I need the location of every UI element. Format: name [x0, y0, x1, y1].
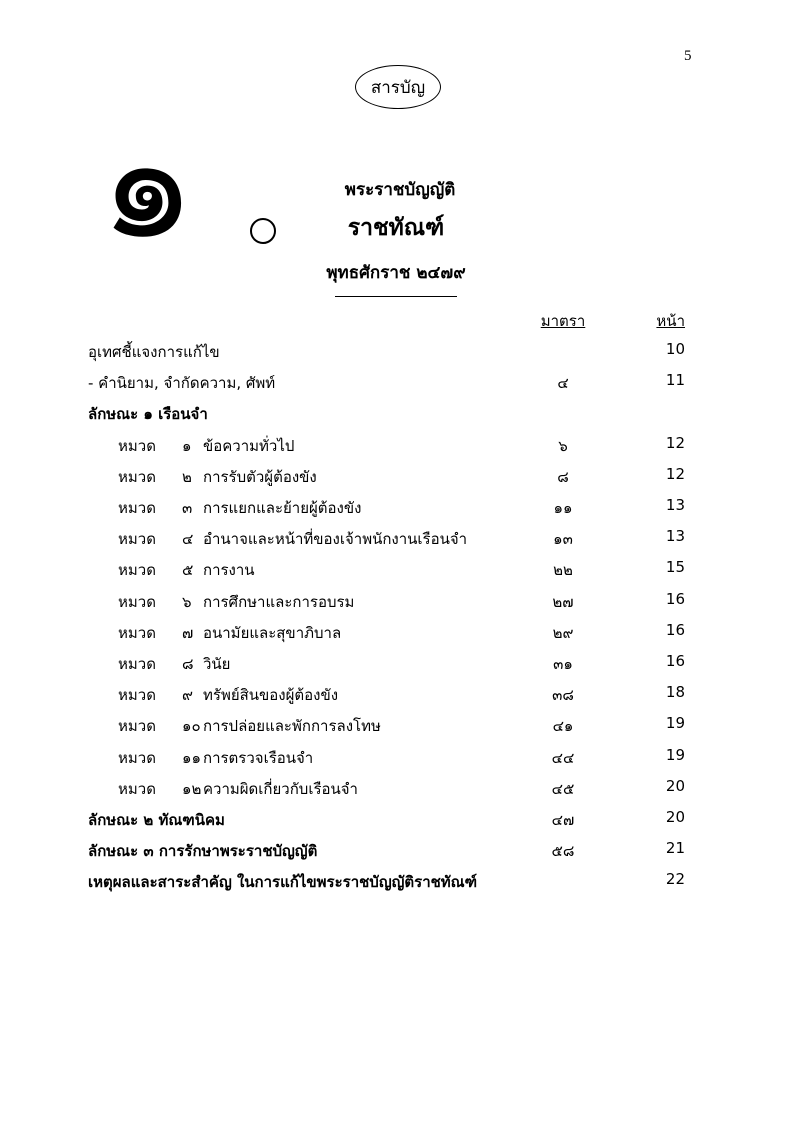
- toc-entry-section: ๔๑: [552, 717, 574, 736]
- toc-entry-section: ๓๑: [553, 655, 573, 673]
- toc-entry-section: ๔๗: [551, 811, 575, 829]
- toc-entry-section: ๖: [558, 436, 568, 455]
- toc-entry-page: 20: [665, 776, 685, 795]
- toc-entry-page: 12: [665, 433, 685, 452]
- column-header-section: มาตรา: [540, 312, 586, 330]
- toc-entry-section: ๑๓: [553, 530, 573, 549]
- toc-entry-section: ๕๘: [551, 842, 575, 861]
- chapter-title: การแยกและย้ายผู้ต้องขัง: [203, 499, 362, 517]
- toc-row: [0, 402, 794, 426]
- chapter-title: การศึกษาและการอบรม: [203, 592, 355, 611]
- chapter-title: การตรวจเรือนจำ: [203, 748, 314, 767]
- toc-row: [0, 683, 794, 707]
- toc-row: [0, 496, 794, 520]
- toc-entry-title: - คำนิยาม, จำกัดความ, ศัพท์: [88, 374, 276, 393]
- toc-entry-page: 13: [665, 527, 685, 546]
- toc-row: [0, 434, 794, 458]
- toc-entry-section: ๒๗: [552, 592, 574, 611]
- act-year: พุทธศักราช ๒๔๗๙: [326, 263, 466, 283]
- toc-entry-page: 16: [665, 652, 685, 670]
- chapter-number: ๑: [182, 436, 192, 455]
- toc-entry-page: 22: [665, 870, 685, 889]
- chapter-label: หมวด: [118, 467, 156, 486]
- toc-entry-page: 18: [665, 683, 685, 702]
- chapter-label: หมวด: [118, 623, 156, 642]
- chapter-label: หมวด: [118, 717, 156, 736]
- toc-entry-page: 10: [665, 340, 685, 358]
- toc-row: [0, 870, 794, 894]
- toc-row: [0, 652, 794, 676]
- toc-entry-title: ลักษณะ ๓ การรักษาพระราชบัญญัติ: [88, 842, 318, 861]
- chapter-label: หมวด: [118, 655, 156, 673]
- toc-entry-title: เหตุผลและสาระสำคัญ ในการแก้ไขพระราชบัญญัติราชทัณฑ์: [88, 873, 478, 892]
- chapter-title: อนามัยและสุขาภิบาล: [203, 623, 342, 642]
- chapter-number: ๖: [182, 592, 192, 611]
- chapter-title: ความผิดเกี่ยวกับเรือนจำ: [203, 779, 358, 798]
- toc-entry-page: 16: [665, 589, 685, 608]
- chapter-label: หมวด: [118, 436, 156, 455]
- toc-row: [0, 527, 794, 551]
- toc-row: [0, 714, 794, 738]
- toc-entry-section: ๓๘: [552, 686, 574, 705]
- chapter-title: ทรัพย์สินของผู้ต้องขัง: [203, 686, 339, 705]
- toc-row: [0, 621, 794, 645]
- chapter-label: หมวด: [118, 561, 156, 580]
- toc-row: [0, 777, 794, 801]
- chapter-title: การปล่อยและพักการลงโทษ: [203, 717, 381, 736]
- toc-badge: สารบัญ: [355, 65, 441, 109]
- toc-entry-title: ลักษณะ ๑ เรือนจำ: [88, 405, 208, 424]
- chapter-title: การรับตัวผู้ต้องขัง: [203, 467, 317, 486]
- act-name: ราชทัณฑ์: [347, 215, 445, 241]
- toc-row: [0, 558, 794, 582]
- toc-entry-page: 11: [665, 371, 685, 390]
- column-header-page: หน้า: [656, 312, 685, 330]
- chapter-title: ข้อความทั่วไป: [203, 436, 295, 455]
- chapter-title: การงาน: [203, 561, 255, 580]
- chapter-number: ๗: [182, 623, 194, 642]
- toc-entry-page: 16: [665, 620, 685, 639]
- toc-entry-section: ๘: [557, 467, 569, 486]
- toc-row: [0, 808, 794, 832]
- chapter-title: อำนาจและหน้าที่ของเจ้าพนักงานเรือนจำ: [203, 530, 468, 549]
- toc-entry-title: อุเทศชี้แจงการแก้ไข: [88, 343, 220, 361]
- toc-entry-section: ๒๒: [553, 561, 573, 580]
- toc-entry-title: ลักษณะ ๒ ทัณฑนิคม: [88, 811, 225, 829]
- toc-entry-page: 19: [665, 714, 685, 733]
- chapter-number: ๑๒: [182, 779, 202, 798]
- chapter-title: วินัย: [203, 655, 231, 673]
- chapter-label: หมวด: [118, 748, 156, 767]
- toc-entry-page: 15: [665, 558, 685, 577]
- toc-entry-section: ๔: [557, 374, 569, 393]
- toc-entry-section: ๔๕: [551, 779, 575, 798]
- toc-row: [0, 746, 794, 770]
- numeral-dot: [250, 218, 276, 244]
- chapter-label: หมวด: [118, 779, 156, 798]
- toc-entry-section: ๑๑: [553, 499, 573, 517]
- chapter-label: หมวด: [118, 499, 156, 517]
- toc-entry-page: 20: [665, 808, 685, 826]
- toc-entry-page: 21: [665, 839, 685, 858]
- chapter-number: ๙: [182, 686, 193, 705]
- chapter-number: ๒: [182, 467, 192, 486]
- chapter-label: หมวด: [118, 686, 156, 705]
- chapter-number: ๕: [182, 561, 194, 580]
- toc-entry-section: ๔๔: [551, 748, 575, 767]
- toc-row: [0, 340, 794, 364]
- toc-entry-page: 12: [665, 464, 685, 483]
- toc-row: [0, 590, 794, 614]
- toc-entry-section: ๒๙: [552, 623, 574, 642]
- chapter-number: ๑๑: [182, 748, 202, 767]
- chapter-label: หมวด: [118, 530, 156, 549]
- toc-row: [0, 839, 794, 863]
- toc-row: [0, 465, 794, 489]
- chapter-label: หมวด: [118, 592, 156, 611]
- chapter-number: ๓: [182, 499, 193, 517]
- chapter-number: ๔: [182, 530, 194, 549]
- toc-entry-page: 19: [665, 745, 685, 764]
- title-divider: [335, 296, 457, 297]
- chapter-number: ๑๐: [182, 717, 201, 736]
- chapter-number: ๘: [182, 655, 194, 673]
- chapter-numeral: ๑: [100, 98, 196, 272]
- toc-entry-page: 13: [665, 496, 685, 514]
- act-label: พระราชบัญญัติ: [344, 180, 456, 200]
- toc-row: [0, 371, 794, 395]
- page-number: 5: [684, 48, 692, 64]
